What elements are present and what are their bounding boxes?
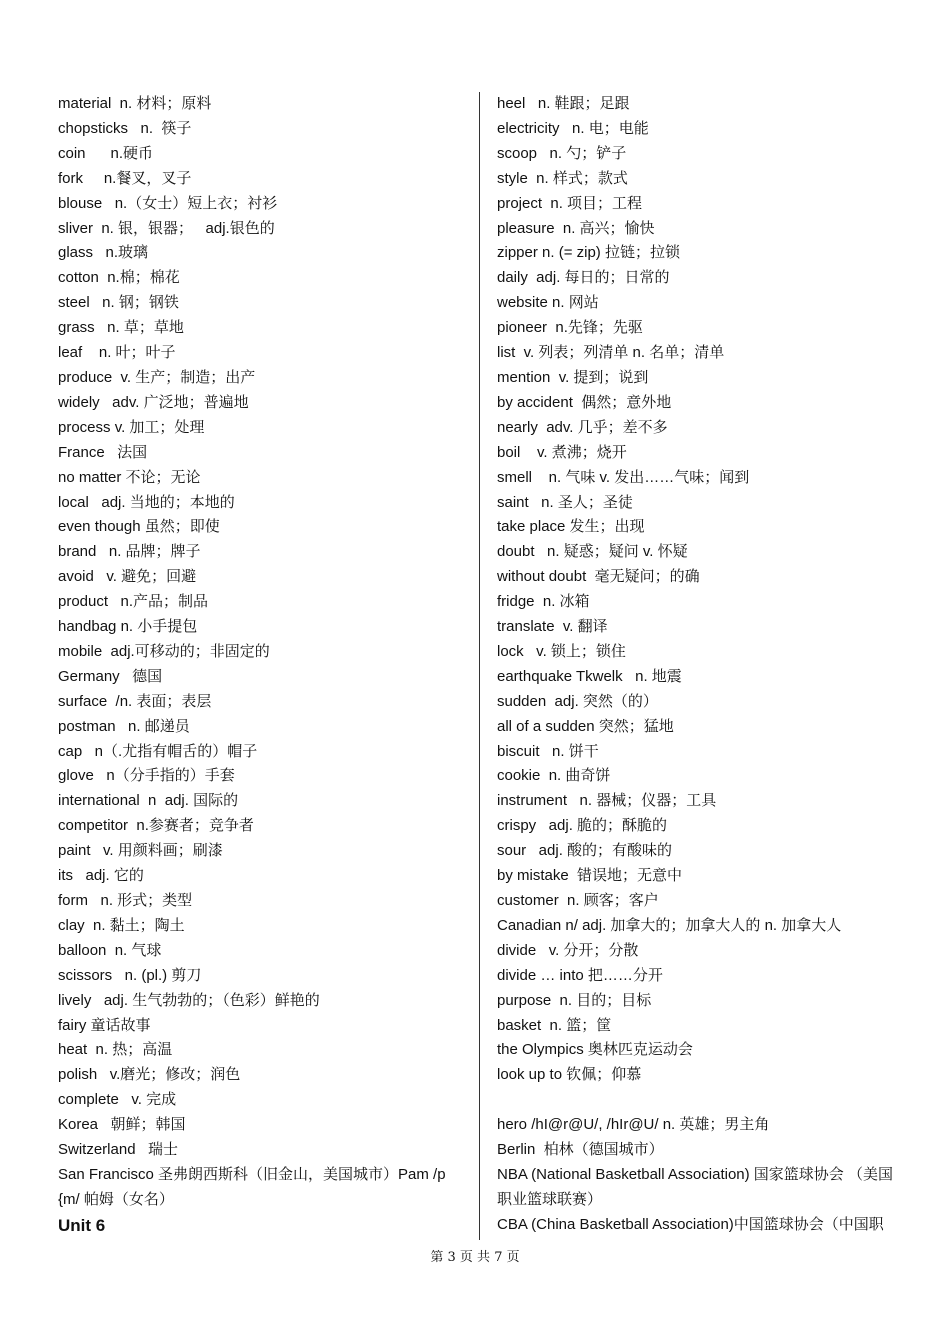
vocab-entry: even though 虽然；即使 [58,518,220,536]
vocab-entry: translate v. 翻译 [497,618,608,636]
vocab-entry: by accident 偶然；意外地 [497,393,672,411]
vocab-entry: steel n. 钢；钢铁 [58,294,179,312]
vocab-entry: material n. 材料；原料 [58,95,212,112]
vocab-entry: international n adj. 国际的 [58,792,239,810]
vocab-entry: leaf n. 叶；叶子 [58,344,176,362]
vocab-entry: style n. 样式；款式 [497,169,628,187]
vocab-entry: fork n.餐叉，叉子 [58,169,192,187]
vocab-entry: avoid v. 避免；回避 [58,568,197,586]
vocab-entry: form n. 形式；类型 [58,892,193,909]
vocab-entry [497,1088,897,1113]
vocab-entry: sour adj. 酸的；有酸味的 [497,842,673,860]
vocab-entry: basket n. 篮；筐 [497,1016,612,1034]
vocab-entry: grass n. 草；草地 [58,319,184,337]
vocab-entry: pioneer n.先锋；先驱 [497,319,643,337]
vocab-entry: glove n（分手指的）手套 [58,767,235,785]
vocab-entry: electricity n. 电；电能 [497,119,649,137]
vocab-entry: polish v.磨光；修改；润色 [58,1066,241,1084]
vocab-entry: sliver n. 银，银器； adj.银色的 [58,219,275,237]
vocab-entry: Switzerland 瑞士 [58,1141,179,1159]
vocab-entry: list v. 列表；列清单 n. 名单；清单 [497,344,725,362]
left-vocabulary-column [58,92,458,1239]
vocab-entry: product n.产品；制品 [58,593,209,611]
vocab-entry: process v. 加工；处理 [58,418,205,436]
vocab-entry: produce v. 生产；制造；出产 [58,368,256,386]
vocab-entry: surface /n. 表面；表层 [58,692,212,710]
unit-heading: Unit 6 [58,1215,106,1235]
vocab-entry: scissors n. (pl.) 剪刀 [58,966,202,984]
vocab-entry: take place 发生；出现 [497,518,645,536]
vocab-entry: project n. 项目；工程 [497,194,643,212]
column-divider [479,92,480,1240]
vocab-entry: by mistake 错误地；无意中 [497,867,683,885]
vocab-entry: without doubt 毫无疑问；的确 [497,568,700,586]
vocab-entry: blouse n.（女士）短上衣；衬衫 [58,194,278,212]
vocab-entry: chopsticks n. 筷子 [58,119,192,137]
vocab-entry: divide v. 分开；分散 [497,941,639,959]
vocab-entry: hero /hI@r@U/, /hIr@U/ n. 英雄；男主角 [497,1116,770,1134]
vocab-entry: complete v. 完成 [58,1091,177,1109]
vocab-entry: France 法国 [58,443,148,461]
vocab-entry: mention v. 提到；说到 [497,368,649,386]
vocab-entry: crispy adj. 脆的；酥脆的 [497,817,668,835]
vocab-entry: heel n. 鞋跟；足跟 [497,95,630,112]
vocab-entry: widely adv. 广泛地；普遍地 [58,393,249,411]
vocab-entry: lock v. 锁上；锁住 [497,642,626,660]
vocab-entry: its adj. 它的 [58,867,144,885]
vocab-entry: brand n. 品牌；牌子 [58,543,201,561]
vocab-entry: clay n. 黏土；陶土 [58,916,185,934]
vocab-entry: earthquake Tkwelk n. 地震 [497,667,682,685]
vocab-entry: fridge n. 冰箱 [497,593,590,611]
vocab-entry: mobile adj.可移动的；非固定的 [58,642,270,660]
vocab-entry: handbag n. 小手提包 [58,618,198,636]
vocab-entry: local adj. 当地的；本地的 [58,493,235,511]
right-vocabulary-column [497,92,897,1238]
vocab-entry: smell n. 气味 v. 发出……气味；闻到 [497,468,750,486]
vocab-entry: postman n. 邮递员 [58,717,190,735]
vocab-entry: instrument n. 器械；仪器；工具 [497,792,717,810]
vocab-entry: NBA (National Basketball Association) 国家篮球协会 （美国职业篮球联赛） [497,1165,893,1208]
vocab-entry: glass n.玻璃 [58,244,149,262]
vocab-entry: Korea 朝鲜；韩国 [58,1116,186,1134]
vocab-entry: zipper n. (= zip) 拉链；拉锁 [497,244,680,262]
vocab-entry: website n. 网站 [497,294,599,312]
vocab-entry: nearly adv. 几乎；差不多 [497,418,668,436]
vocab-entry: paint v. 用颜料画；刷漆 [58,842,223,860]
vocab-entry: Canadian n/ adj. 加拿大的；加拿大人的 n. 加拿大人 [497,916,842,934]
vocab-entry: the Olympics 奥林匹克运动会 [497,1041,693,1059]
vocab-entry: saint n. 圣人；圣徒 [497,493,633,511]
vocab-entry: boil v. 煮沸；烧开 [497,443,627,461]
vocab-entry: scoop n. 勺；铲子 [497,144,627,162]
vocab-entry: all of a sudden 突然；猛地 [497,717,674,735]
vocab-entry: pleasure n. 高兴；愉快 [497,219,655,237]
vocab-entry: CBA (China Basketball Association)中国篮球协会（中国职 [497,1215,884,1233]
vocab-entry: heat n. 热；高温 [58,1041,173,1059]
vocab-entry: Germany 德国 [58,667,163,685]
vocab-entry: lively adj. 生气勃勃的；（色彩）鲜艳的 [58,991,320,1009]
vocab-entry: divide … into 把……分开 [497,966,663,984]
vocab-entry: biscuit n. 饼干 [497,742,599,760]
vocab-entry: fairy 童话故事 [58,1016,151,1034]
vocab-entry: doubt n. 疑惑；疑问 v. 怀疑 [497,543,688,561]
vocab-entry: daily adj. 每日的；日常的 [497,269,670,287]
vocab-entry: cotton n.棉；棉花 [58,269,180,287]
vocab-entry: look up to 钦佩；仰慕 [497,1066,642,1084]
vocab-entry: coin n.硬币 [58,144,154,162]
vocab-entry: cookie n. 曲奇饼 [497,767,611,785]
vocab-entry: no matter 不论；无论 [58,468,201,486]
vocab-entry: Berlin 柏林（德国城市） [497,1141,664,1159]
vocab-entry: competitor n.参赛者；竞争者 [58,817,254,835]
vocab-entry: San Francisco 圣弗朗西斯科（旧金山，美国城市）Pam /p{m/ 帕姆（女名） [58,1165,446,1208]
page-footer: 第 3 页 共 7 页 [430,1250,520,1265]
vocab-entry: sudden adj. 突然（的） [497,692,658,710]
vocab-entry: customer n. 顾客；客户 [497,892,659,909]
vocab-entry: balloon n. 气球 [58,941,162,959]
vocab-entry: purpose n. 目的；目标 [497,991,652,1009]
vocab-entry: cap n（.尤指有帽舌的）帽子 [58,742,258,760]
